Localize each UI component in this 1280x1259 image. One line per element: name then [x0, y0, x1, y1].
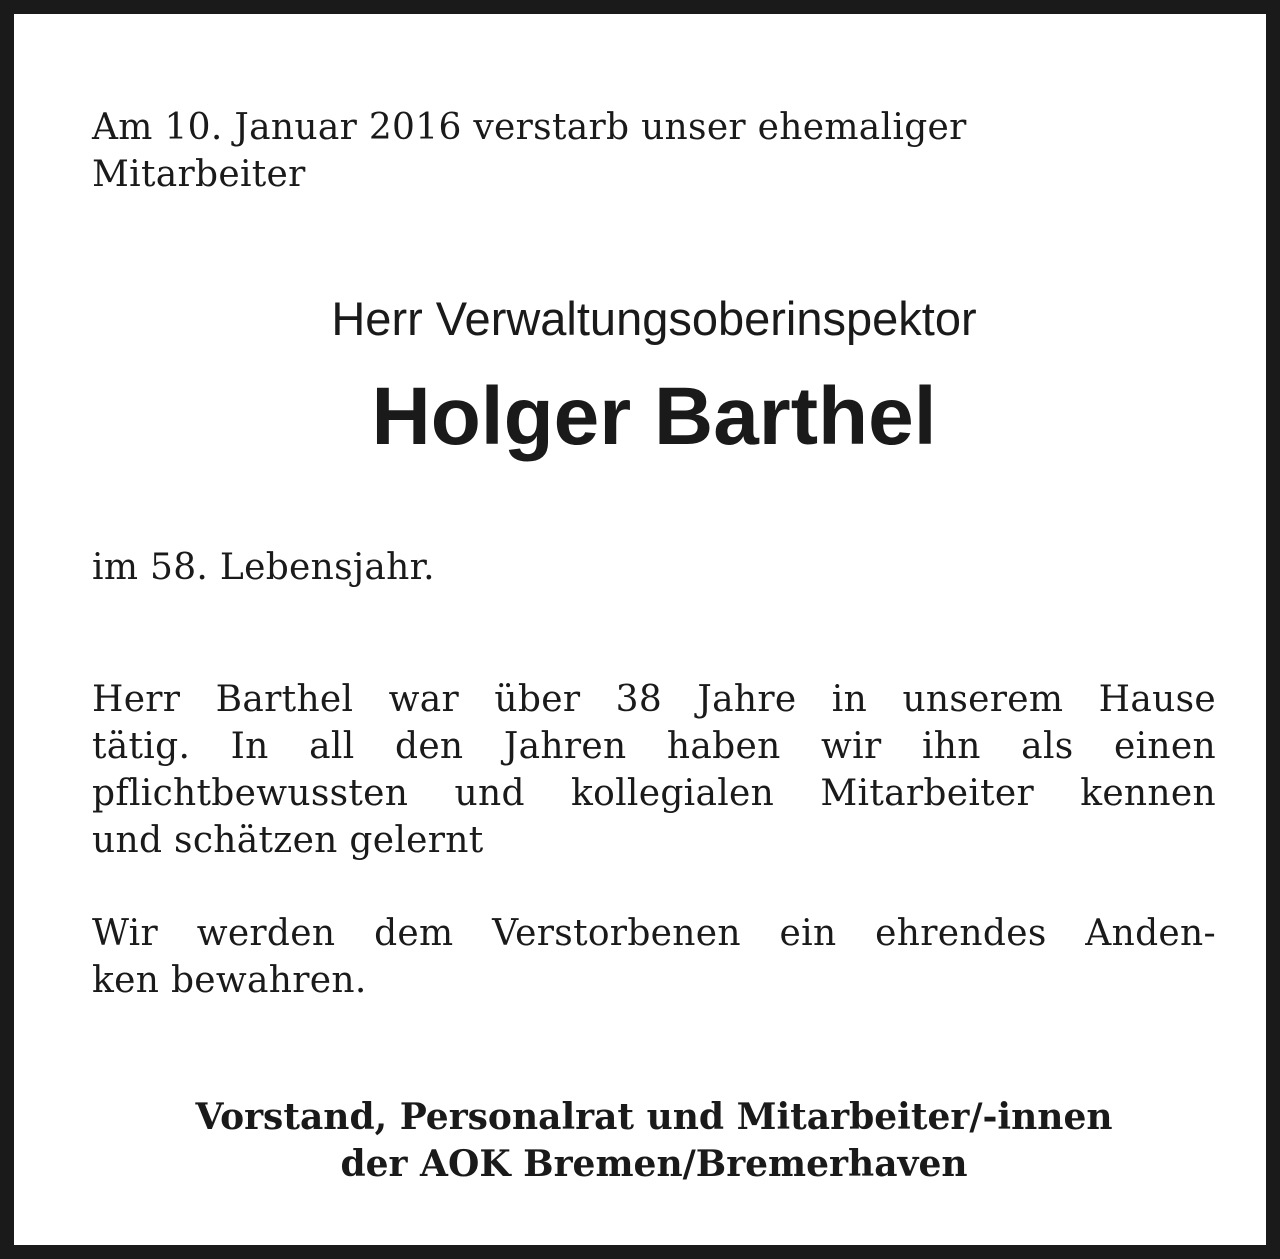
- paragraph-line: ken bewahren.: [92, 960, 367, 1001]
- intro-line: Mitarbeiter: [92, 154, 306, 195]
- signature-block: [14, 1094, 1280, 1188]
- paragraph-line: pflichtbewussten und kollegialen Mitarbeiter kennen: [92, 773, 1216, 814]
- paragraph-line: tätig. In all den Jahren haben wir ihn als einen: [92, 726, 1216, 767]
- signature-line: der AOK Bremen/Bremerhaven: [340, 1143, 968, 1185]
- deceased-name: Holger Barthel: [371, 371, 937, 462]
- age-text: im 58. Lebensjahr.: [92, 547, 435, 588]
- paragraph-line: und schätzen gelernt: [92, 820, 484, 861]
- intro-line: Am 10. Januar 2016 verstarb unser ehemaliger: [92, 107, 967, 148]
- tribute-paragraph: [92, 676, 1216, 864]
- deceased-title: Herr Verwaltungsoberinspektor: [331, 292, 977, 345]
- paragraph-line: Wir werden dem Verstorbenen ein ehrendes Anden-: [92, 913, 1216, 954]
- paragraph-line: Herr Barthel war über 38 Jahre in unserem Hause: [92, 679, 1216, 720]
- remembrance-paragraph: [92, 910, 1216, 1004]
- intro-text: [92, 104, 1216, 198]
- signature-line: Vorstand, Personalrat und Mitarbeiter/-innen: [195, 1096, 1113, 1138]
